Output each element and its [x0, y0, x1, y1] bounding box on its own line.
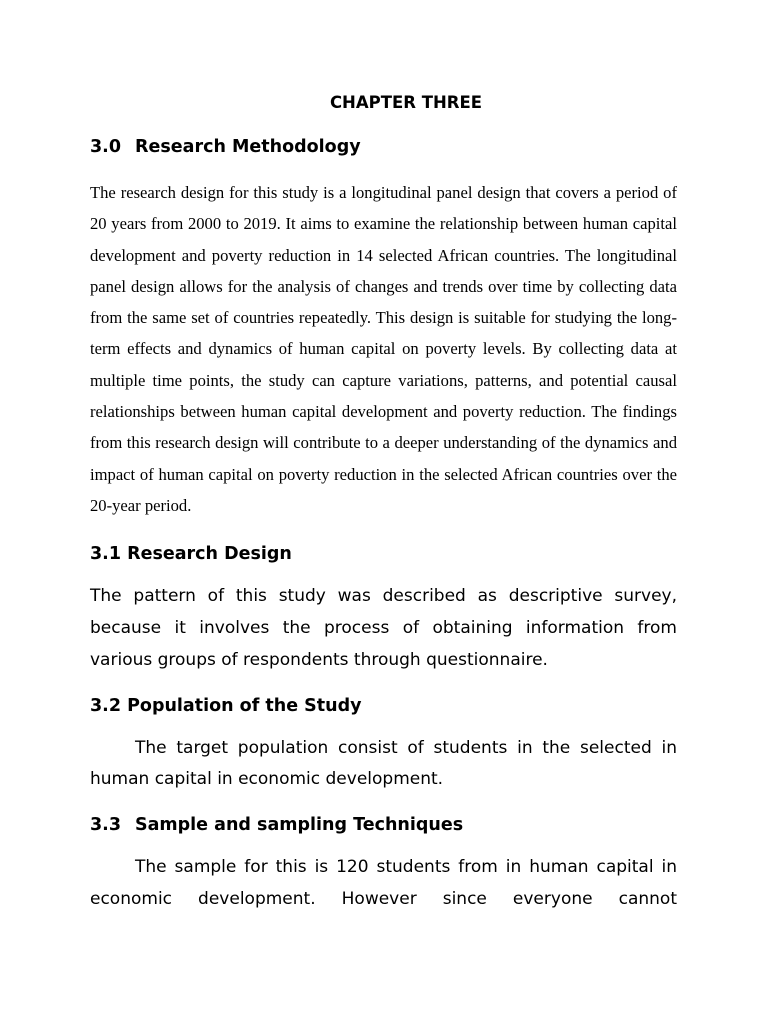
sample-paragraph: The sample for this is 120 students from in human capital in economic development. However since everyone cannot [90, 857, 677, 910]
page-content [90, 88, 677, 916]
population-paragraph: The target population consist of students in the selected in human capital in economic development. [90, 737, 677, 790]
section-heading-3-0 [90, 132, 677, 162]
section-heading-3-1: 3.1 Research Design [90, 544, 292, 565]
chapter-title: CHAPTER THREE [329, 93, 483, 112]
section-title: Research Methodology [135, 137, 361, 157]
section-title: Sample and sampling Techniques [135, 815, 464, 836]
section-number: 3.3 [90, 815, 122, 836]
methodology-paragraph: The research design for this study is a longitudinal panel design that covers a period of 20 years from 2000 to 2019. It aims to examine the relationship between human capital development and poverty reduction in 14 selected African countries. The longitudinal panel design allows for the analysis of changes and trends over time by collecting data from the same set of countries repeatedly. This design is suitable for studying the long-term effects and dynamics of human capital on poverty levels. By collecting data at multiple time points, the study can capture variations, patterns, and potential causal relationships between human capital development and poverty reduction. The findings from this research design will contribute to a deeper understanding of the dynamics and impact of human capital on poverty reduction in the selected African countries over the 20-year period. [90, 183, 677, 515]
section-number: 3.0 [90, 137, 122, 157]
research-design-paragraph: The pattern of this study was described as descriptive survey, because it involves the process of obtaining information from various groups of respondents through questionnaire. [90, 586, 677, 670]
section-heading-3-3 [90, 810, 677, 840]
section-heading-3-2: 3.2 Population of the Study [90, 695, 362, 716]
